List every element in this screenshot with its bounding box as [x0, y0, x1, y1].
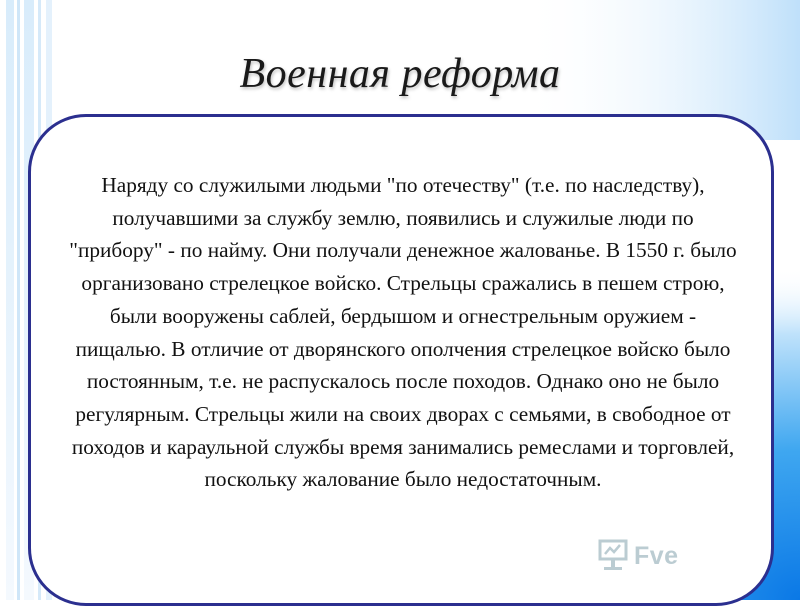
watermark-text: Fve	[634, 541, 679, 570]
body-text: Наряду со служилыми людьми "по отечеству" (т.е. по наследству), получавшими за службу землю, появились и служилые люди по "прибору" - по найму. Они получали денежное жалованье. В 1550 г. было организовано стрелецкое войско. Стрельцы сражались в пешем строю, были вооружены саблей, бердышом и огнестрельным оружием - пищалью. В отличие от дворянского ополчения стрелецкое войско было постоянным, т.е. не распускалось после походов. Однако оно не было регулярным. Стрельцы жили на своих дворах с семьями, в свободное от походов и караульной службы время занимались ремеслами и торговлей, поскольку жалование было недостаточным.	[69, 173, 737, 492]
slide-title: Военная реформа	[239, 51, 561, 97]
content-card	[28, 114, 774, 606]
presentation-logo-icon	[598, 539, 628, 573]
watermark	[598, 536, 679, 576]
